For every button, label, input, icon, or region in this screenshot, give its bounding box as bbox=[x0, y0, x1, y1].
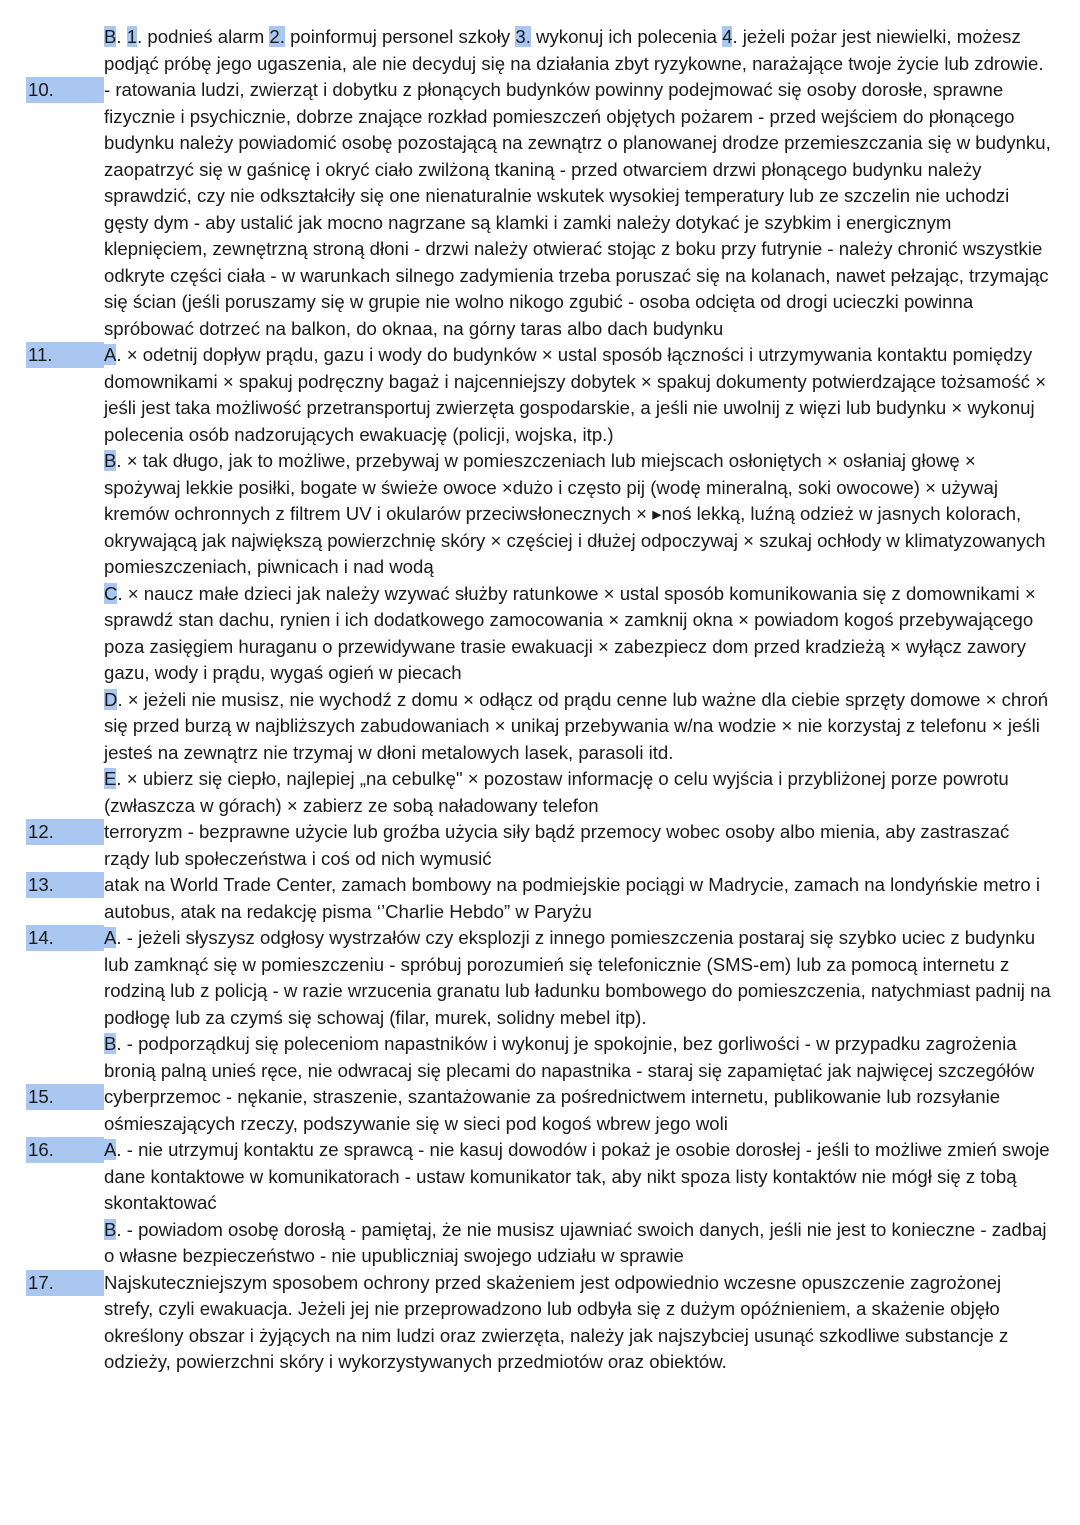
paragraph-text: . - nie utrzymuj kontaktu ze sprawcą - nie kasuj dowodów i pokaż je osobie dorosłej - jeśli to możliwe zmień swoje dane kontaktowe w komunikatorach - ustaw komunikator tak, aby nikt spoza listy kontaktów nie mógł się z tobą skontaktować bbox=[104, 1139, 1050, 1213]
paragraph-text: Najskuteczniejszym sposobem ochrony przed skażeniem jest odpowiednio wczesne opuszczenie zagrożonej strefy, czyli ewakuacja. Jeżeli jej nie przeprowadzono lub odbyła się z dużym opóźnieniem, a skażenie objęło określony obszar i żyjących na nim ludzi oraz zwierzęta, należy jak najszybciej usunąć szkodliwe substancje z odzieży, powierzchni skóry i wykorzystywanych przedmiotów oraz obiektów. bbox=[104, 1271, 1009, 1372]
list-item bbox=[0, 925, 1080, 1084]
answer-paragraph bbox=[104, 819, 1054, 872]
paragraph-text: cyberprzemoc - nękanie, straszenie, szantażowanie za pośrednictwem internetu, publikowanie lub rozsyłanie ośmieszających rzeczy, podszywanie się w sieci pod kogoś wbrew jego woli bbox=[104, 1086, 1001, 1134]
highlighted-marker: 3. bbox=[515, 26, 531, 47]
list-item bbox=[0, 77, 1080, 342]
answer-paragraph bbox=[104, 24, 1054, 77]
item-number: 14. bbox=[26, 925, 104, 951]
list-item bbox=[0, 1270, 1080, 1376]
highlighted-marker: D bbox=[104, 688, 118, 710]
answer-paragraph bbox=[104, 1031, 1054, 1084]
highlighted-marker: E bbox=[104, 768, 117, 789]
item-number: 12. bbox=[26, 819, 104, 845]
highlighted-marker: B bbox=[104, 1033, 117, 1054]
highlighted-marker: 2. bbox=[269, 26, 285, 47]
list-item bbox=[0, 342, 1080, 819]
item-number: 13. bbox=[26, 872, 104, 898]
list-item bbox=[0, 1137, 1080, 1270]
answer-paragraph bbox=[104, 581, 1054, 687]
paragraph-text: . × jeżeli nie musisz, nie wychodź z domu × odłącz od prądu cenne lub ważne dla ciebie sprzęty domowe × chroń się przed burzą w najbliższych zabudowaniach × unikaj przebywania w/na wodzie × nie korzystaj z telefonu × jeśli jesteś na zewnątrz nie trzymaj w dłoni metalowych lasek, parasoli itd. bbox=[104, 688, 1049, 763]
answer-paragraph bbox=[104, 1270, 1054, 1376]
list-item bbox=[0, 1084, 1080, 1137]
answer-paragraph bbox=[104, 1217, 1054, 1270]
highlighted-marker: A bbox=[104, 344, 117, 365]
answer-paragraph bbox=[104, 925, 1054, 1031]
paragraph-text: . × naucz małe dzieci jak należy wzywać służby ratunkowe × ustal sposób komunikowania się z domownikami × sprawdź stan dachu, rynien i ich dodatkowego zamocowania × zamknij okna × powiadom kogoś przebywającego poza zasięgiem huraganu o przewidywane trasie ewakuacji × zabezpiecz dom przed kradzieżą × wyłącz zawory gazu, wody i prądu, wygaś ogień w piecach bbox=[104, 582, 1036, 683]
item-number: 17. bbox=[26, 1270, 104, 1296]
paragraph-text: . jeżeli pożar jest niewielki, możesz podjąć próbę jego ugaszenia, ale nie decyduj się na działania zbyt ryzykowne, narażające twoje życie lub zdrowie. bbox=[104, 26, 1044, 74]
paragraph-text: . - powiadom osobę dorosłą - pamiętaj, że nie musisz ujawniać swoich danych, jeśli nie jest to konieczne - zadbaj o własne bezpieczeństwo - nie upubliczniaj swojego udziału w sprawie bbox=[104, 1218, 1047, 1266]
paragraph-text: . × tak długo, jak to możliwe, przebywaj w pomieszczeniach lub miejscach osłoniętych × osłaniaj głowę × spożywaj lekkie posiłki, bogate w świeże owoce ×dużo i często pij (wodę mineralną, soki owocowe) × używaj kremów ochronnych z filtrem UV i okularów przeciwsłonecznych × ▸noś lekką, luźną odzież w jasnych kolorach, okrywającą jak największą powierzchnię skóry × częściej i dłużej odpoczywaj × szukaj ochłody w klimatyzowanych pomieszczeniach, piwnicach i nad wodą bbox=[104, 450, 1046, 577]
paragraph-text: . × odetnij dopływ prądu, gazu i wody do budynków × ustal sposób łączności i utrzymywania kontaktu pomiędzy domownikami × spakuj podręczny bagaż i najcenniejszy dobytek × spakuj dokumenty potwierdzające tożsamość × jeśli jest taka możliwość przetransportuj zwierzęta gospodarskie, a jeśli nie uwolnij z więzi lub budynku × wykonuj polecenia osób nadzorujących ewakuację (policji, wojska, itp.) bbox=[104, 344, 1047, 445]
item-number: 16. bbox=[26, 1137, 104, 1163]
answer-paragraph bbox=[104, 766, 1054, 819]
paragraph-text: . × ubierz się ciepło, najlepiej „na cebulkę" × pozostaw informację o celu wyjścia i przybliżonej porze powrotu (zwłaszcza w górach) × zabierz ze sobą naładowany telefon bbox=[104, 768, 1009, 816]
answer-paragraph bbox=[104, 342, 1054, 448]
answer-paragraph bbox=[104, 1084, 1054, 1137]
answer-paragraph bbox=[104, 687, 1054, 767]
item-number: 10. bbox=[26, 77, 104, 103]
paragraph-text: . bbox=[116, 26, 127, 47]
paragraph-text: . - podporządkuj się poleceniom napastników i wykonuj je spokojnie, bez gorliwości - w przypadku zagrożenia bronią palną unieś ręce, nie odwracaj się plecami do napastnika - staraj się zapamiętać jak najwięcej szczegółów bbox=[104, 1033, 1035, 1081]
highlighted-marker: B bbox=[104, 450, 117, 471]
list-item bbox=[0, 24, 1080, 77]
highlighted-marker: B bbox=[104, 1218, 117, 1240]
highlighted-marker: B bbox=[104, 26, 117, 47]
paragraph-text: . podnieś alarm bbox=[137, 26, 270, 47]
item-number: 11. bbox=[26, 342, 104, 368]
highlighted-marker: A bbox=[104, 1139, 117, 1160]
answer-paragraph bbox=[104, 77, 1054, 342]
paragraph-text: - ratowania ludzi, zwierząt i dobytku z płonących budynków powinny podejmować się osoby dorosłe, sprawne fizycznie i psychicznie, dobrze znające rozkład pomieszczeń objętych pożarem - przed wejściem do płonącego budynku należy powiadomić osobę pozostającą na zewnątrz o planowanej drodze przemieszczania się w budynku, zaopatrzyć się w gaśnicę i okryć ciało zwilżoną tkaniną - przed otwarciem drzwi płonącego budynku należy sprawdzić, czy nie odkształciły się one nienaturalnie wskutek wysokiej temperatury lub ze szczelin nie uchodzi gęsty dym - aby ustalić jak mocno nagrzane są klamki i zamki należy dotykać je szybkim i energicznym klepnięciem, zewnętrzną stroną dłoni - drzwi należy otwierać stojąc z boku przy futrynie - należy chronić wszystkie odkryte części ciała - w warunkach silnego zadymienia trzeba poruszać się na kolanach, nawet pełzając, trzymając się ścian (jeśli poruszamy się w grupie nie wolno nikogo zgubić - osoba odcięta od drogi ucieczki powinna spróbować dotrzeć na balkon, do oknaa, na górny taras albo dach budynku bbox=[104, 79, 1051, 339]
paragraph-text: poinformuj personel szkoły bbox=[284, 26, 516, 47]
item-number: 15. bbox=[26, 1084, 104, 1110]
answer-paragraph bbox=[104, 872, 1054, 925]
highlighted-marker: C bbox=[104, 582, 118, 604]
list-item bbox=[0, 872, 1080, 925]
paragraph-text: terroryzm - bezprawne użycie lub groźba użycia siły bądź przemocy wobec osoby albo mienia, aby zastraszać rządy lub społeczeństwa i coś od nich wymusić bbox=[104, 821, 1010, 869]
highlighted-marker: 4 bbox=[722, 26, 733, 47]
paragraph-text: atak na World Trade Center, zamach bombowy na podmiejskie pociągi w Madrycie, zamach na londyńskie metro i autobus, atak na redakcję pisma ‘’Charlie Hebdo” w Paryżu bbox=[104, 874, 1040, 922]
answer-paragraph bbox=[104, 1137, 1054, 1217]
highlighted-marker: 1 bbox=[126, 26, 138, 47]
paragraph-text: wykonuj ich polecenia bbox=[530, 26, 723, 47]
highlighted-marker: A bbox=[104, 927, 117, 948]
paragraph-text: . - jeżeli słyszysz odgłosy wystrzałów czy eksplozji z innego pomieszczenia postaraj się szybko uciec z budynku lub zamknąć się w pomieszczeniu - spróbuj porozumień się telefonicznie (SMS-em) lub za pomocą internetu z rodziną lub z policją - w razie wrzucenia granatu lub ładunku bombowego do pomieszczenia, natychmiast padnij na podłogę lub za czymś się schowaj (filar, murek, solidny mebel itp). bbox=[104, 927, 1051, 1028]
list-item bbox=[0, 819, 1080, 872]
answer-paragraph bbox=[104, 448, 1054, 581]
